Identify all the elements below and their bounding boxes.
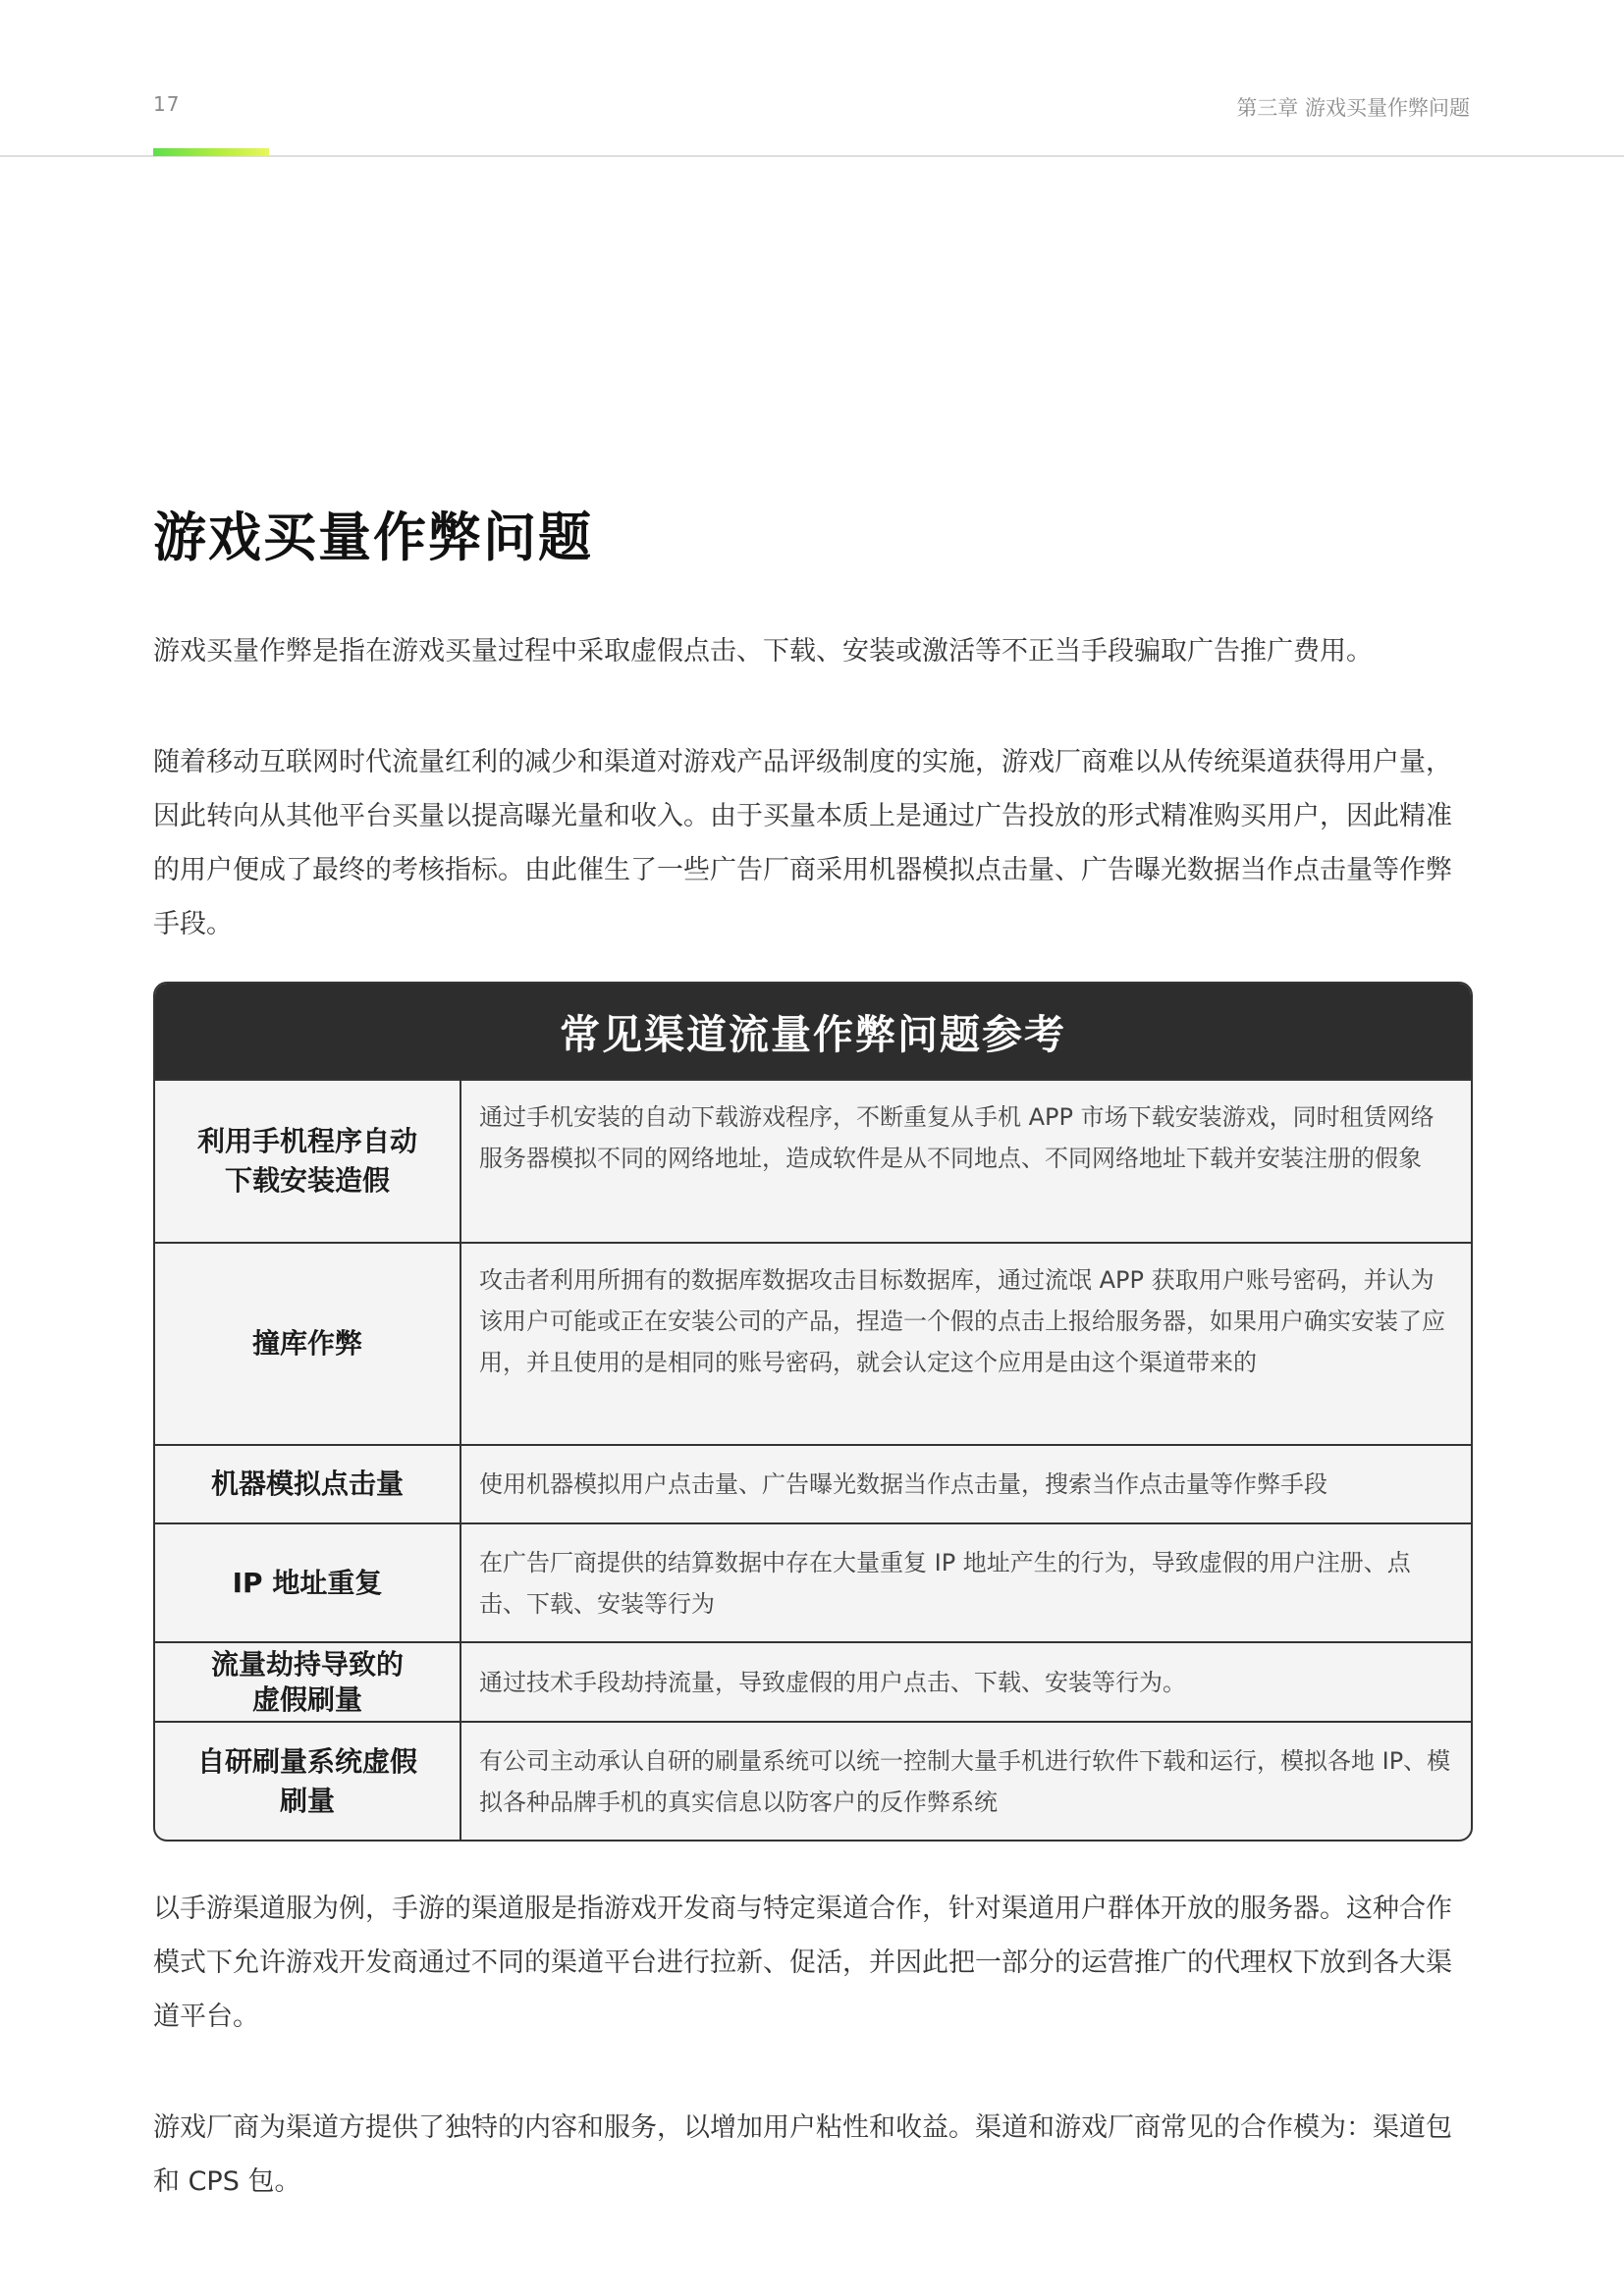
row-description: 在广告厂商提供的结算数据中存在大量重复 IP 地址产生的行为，导致虚假的用户注册、点击、下载、安装等行为 [479, 1548, 1411, 1618]
row-name: 机器模拟点击量 [155, 1446, 461, 1522]
table-row [155, 1444, 1471, 1522]
row-name: IP 地址重复 [155, 1524, 461, 1641]
section-title: 游戏买量作弊问题 [153, 507, 593, 568]
row-description: 使用机器模拟用户点击量、广告曝光数据当作点击量，搜索当作点击量等作弊手段 [479, 1470, 1327, 1498]
row-description: 有公司主动承认自研的刷量系统可以统一控制大量手机进行软件下载和运行，模拟各地 IP、模拟各种品牌手机的真实信息以防客户的反作弊系统 [479, 1746, 1451, 1816]
chapter-title: 第三章 游戏买量作弊问题 [1236, 96, 1470, 120]
row-description: 通过手机安装的自动下载游戏程序，不断重复从手机 APP 市场下载安装游戏，同时租赁网络服务器模拟不同的网络地址，造成软件是从不同地点、不同网络地址下载并安装注册的假象 [479, 1103, 1435, 1172]
table-title: 常见渠道流量作弊问题参考 [155, 984, 1471, 1081]
table-row [155, 1641, 1471, 1721]
cheating-reference-table [153, 982, 1473, 1842]
paragraph-definition: 游戏买量作弊是指在游戏买量过程中采取虚假点击、下载、安装或激活等不正当手段骗取广告推广费用。 [153, 636, 1373, 667]
row-name: 撞库作弊 [155, 1244, 461, 1444]
table-row [155, 1242, 1471, 1444]
table-row [155, 1081, 1471, 1242]
table-row [155, 1522, 1471, 1641]
row-description: 通过技术手段劫持流量，导致虚假的用户点击、下载、安装等行为。 [479, 1668, 1186, 1696]
row-name: 自研刷量系统虚假 刷量 [155, 1723, 461, 1840]
page-number: 17 [153, 92, 181, 116]
paragraph-channel-server: 以手游渠道服为例，手游的渠道服是指游戏开发商与特定渠道合作，针对渠道用户群体开放的服务器。这种合作模式下允许游戏开发商通过不同的渠道平台进行拉新、促活，并因此把一部分的运营推广的代理权下放到各大渠道平台。 [153, 1894, 1452, 2032]
table-row [155, 1721, 1471, 1840]
header-accent-bar [153, 148, 269, 156]
row-name: 利用手机程序自动 下载安装造假 [155, 1081, 461, 1242]
paragraph-cooperation: 游戏厂商为渠道方提供了独特的内容和服务，以增加用户粘性和收益。渠道和游戏厂商常见的合作模为：渠道包和 CPS 包。 [153, 2112, 1452, 2197]
paragraph-background: 随着移动互联网时代流量红利的减少和渠道对游戏产品评级制度的实施，游戏厂商难以从传统渠道获得用户量，因此转向从其他平台买量以提高曝光量和收入。由于买量本质上是通过广告投放的形式精准购买用户，因此精准的用户便成了最终的考核指标。由此催生了一些广告厂商采用机器模拟点击量、广告曝光数据当作点击量等作弊手段。 [153, 747, 1452, 939]
row-name: 流量劫持导致的 虚假刷量 [155, 1643, 461, 1721]
row-description: 攻击者利用所拥有的数据库数据攻击目标数据库，通过流氓 APP 获取用户账号密码，并认为该用户可能或正在安装公司的产品，捏造一个假的点击上报给服务器，如果用户确实安装了应用，并且使用的是相同的账号密码，就会认定这个应用是由这个渠道带来的 [479, 1266, 1445, 1376]
